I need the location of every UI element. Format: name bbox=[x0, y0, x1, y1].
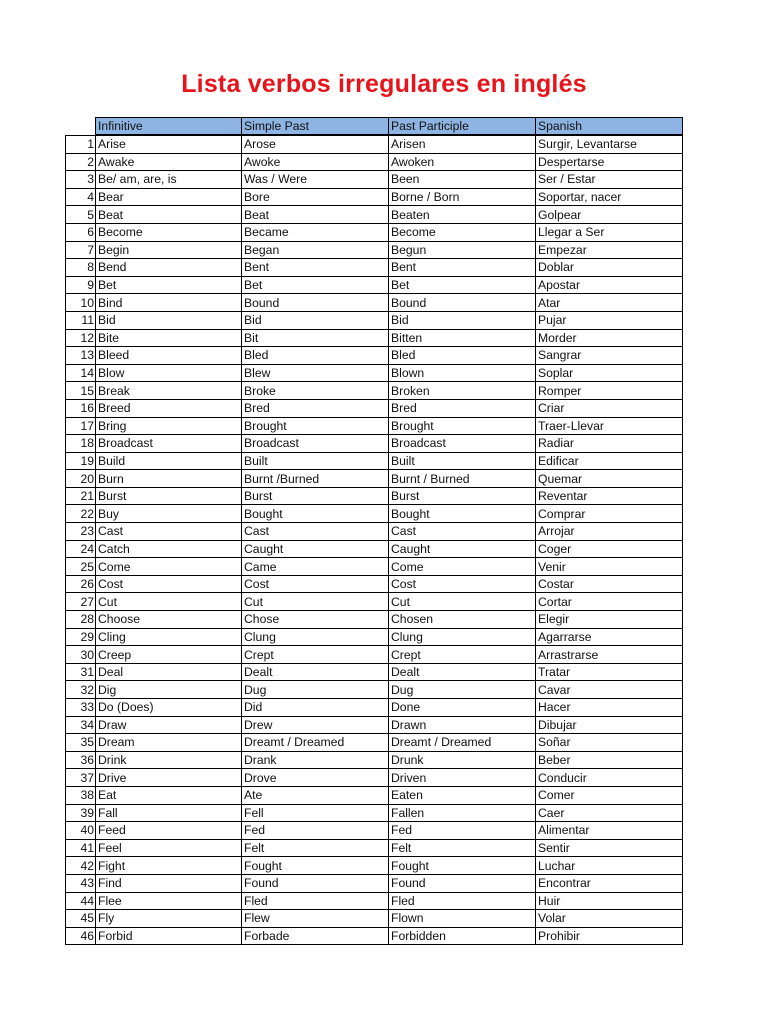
simple-past-cell: Dreamt / Dreamed bbox=[242, 734, 389, 752]
spanish-cell: Agarrarse bbox=[536, 628, 683, 646]
simple-past-cell: Ate bbox=[242, 786, 389, 804]
infinitive-cell: Cost bbox=[96, 575, 242, 593]
table-row bbox=[66, 769, 683, 787]
row-number: 37 bbox=[66, 769, 96, 787]
spanish-cell: Traer-Llevar bbox=[536, 417, 683, 435]
table-row bbox=[66, 857, 683, 875]
infinitive-cell: Bring bbox=[96, 417, 242, 435]
simple-past-cell: Fed bbox=[242, 822, 389, 840]
table-row bbox=[66, 558, 683, 576]
past-participle-cell: Drunk bbox=[389, 751, 536, 769]
table-row bbox=[66, 382, 683, 400]
table-row bbox=[66, 892, 683, 910]
infinitive-cell: Dream bbox=[96, 734, 242, 752]
spanish-cell: Volar bbox=[536, 910, 683, 928]
infinitive-cell: Forbid bbox=[96, 927, 242, 945]
past-participle-cell: Dealt bbox=[389, 663, 536, 681]
simple-past-cell: Bore bbox=[242, 188, 389, 206]
past-participle-cell: Bought bbox=[389, 505, 536, 523]
simple-past-cell: Was / Were bbox=[242, 171, 389, 189]
spanish-cell: Tratar bbox=[536, 663, 683, 681]
infinitive-cell: Come bbox=[96, 558, 242, 576]
row-number: 29 bbox=[66, 628, 96, 646]
spanish-cell: Ser / Estar bbox=[536, 171, 683, 189]
simple-past-cell: Arose bbox=[242, 135, 389, 153]
infinitive-cell: Begin bbox=[96, 241, 242, 259]
simple-past-cell: Bit bbox=[242, 329, 389, 347]
spanish-cell: Alimentar bbox=[536, 822, 683, 840]
table-row bbox=[66, 135, 683, 153]
spanish-cell: Golpear bbox=[536, 206, 683, 224]
past-participle-cell: Fed bbox=[389, 822, 536, 840]
simple-past-cell: Bought bbox=[242, 505, 389, 523]
row-number: 21 bbox=[66, 487, 96, 505]
spanish-cell: Empezar bbox=[536, 241, 683, 259]
row-number: 32 bbox=[66, 681, 96, 699]
past-participle-cell: Broadcast bbox=[389, 435, 536, 453]
table-row bbox=[66, 663, 683, 681]
simple-past-cell: Fled bbox=[242, 892, 389, 910]
row-number: 28 bbox=[66, 611, 96, 629]
row-number: 35 bbox=[66, 734, 96, 752]
header-simple-past: Simple Past bbox=[242, 118, 389, 136]
table-row bbox=[66, 734, 683, 752]
simple-past-cell: Found bbox=[242, 874, 389, 892]
table-row bbox=[66, 822, 683, 840]
verbs-table bbox=[65, 117, 683, 945]
past-participle-cell: Beaten bbox=[389, 206, 536, 224]
past-participle-cell: Driven bbox=[389, 769, 536, 787]
table-row bbox=[66, 523, 683, 541]
past-participle-cell: Flown bbox=[389, 910, 536, 928]
past-participle-cell: Become bbox=[389, 223, 536, 241]
spanish-cell: Coger bbox=[536, 540, 683, 558]
simple-past-cell: Felt bbox=[242, 839, 389, 857]
simple-past-cell: Broke bbox=[242, 382, 389, 400]
past-participle-cell: Done bbox=[389, 699, 536, 717]
past-participle-cell: Begun bbox=[389, 241, 536, 259]
table-row bbox=[66, 417, 683, 435]
simple-past-cell: Fell bbox=[242, 804, 389, 822]
spanish-cell: Arrastrarse bbox=[536, 646, 683, 664]
row-number: 17 bbox=[66, 417, 96, 435]
simple-past-cell: Did bbox=[242, 699, 389, 717]
spanish-cell: Radiar bbox=[536, 435, 683, 453]
infinitive-cell: Bet bbox=[96, 276, 242, 294]
infinitive-cell: Broadcast bbox=[96, 435, 242, 453]
spanish-cell: Venir bbox=[536, 558, 683, 576]
past-participle-cell: Forbidden bbox=[389, 927, 536, 945]
row-number: 14 bbox=[66, 364, 96, 382]
simple-past-cell: Drew bbox=[242, 716, 389, 734]
table-row bbox=[66, 171, 683, 189]
past-participle-cell: Dreamt / Dreamed bbox=[389, 734, 536, 752]
infinitive-cell: Beat bbox=[96, 206, 242, 224]
row-number: 15 bbox=[66, 382, 96, 400]
table-row bbox=[66, 646, 683, 664]
row-number: 7 bbox=[66, 241, 96, 259]
spanish-cell: Sentir bbox=[536, 839, 683, 857]
past-participle-cell: Bitten bbox=[389, 329, 536, 347]
table-row bbox=[66, 364, 683, 382]
row-number: 20 bbox=[66, 470, 96, 488]
spanish-cell: Dibujar bbox=[536, 716, 683, 734]
past-participle-cell: Clung bbox=[389, 628, 536, 646]
past-participle-cell: Bred bbox=[389, 399, 536, 417]
spanish-cell: Caer bbox=[536, 804, 683, 822]
row-number: 27 bbox=[66, 593, 96, 611]
spanish-cell: Huir bbox=[536, 892, 683, 910]
simple-past-cell: Bet bbox=[242, 276, 389, 294]
past-participle-cell: Bound bbox=[389, 294, 536, 312]
table-row bbox=[66, 751, 683, 769]
row-number: 24 bbox=[66, 540, 96, 558]
spanish-cell: Soportar, nacer bbox=[536, 188, 683, 206]
spanish-cell: Reventar bbox=[536, 487, 683, 505]
table-row bbox=[66, 839, 683, 857]
simple-past-cell: Caught bbox=[242, 540, 389, 558]
infinitive-cell: Burst bbox=[96, 487, 242, 505]
row-number: 46 bbox=[66, 927, 96, 945]
simple-past-cell: Dealt bbox=[242, 663, 389, 681]
row-number: 45 bbox=[66, 910, 96, 928]
past-participle-cell: Bet bbox=[389, 276, 536, 294]
simple-past-cell: Dug bbox=[242, 681, 389, 699]
table-row bbox=[66, 311, 683, 329]
spanish-cell: Criar bbox=[536, 399, 683, 417]
infinitive-cell: Feed bbox=[96, 822, 242, 840]
table-row bbox=[66, 487, 683, 505]
infinitive-cell: Flee bbox=[96, 892, 242, 910]
infinitive-cell: Catch bbox=[96, 540, 242, 558]
simple-past-cell: Brought bbox=[242, 417, 389, 435]
past-participle-cell: Bent bbox=[389, 259, 536, 277]
spanish-cell: Arrojar bbox=[536, 523, 683, 541]
row-number: 30 bbox=[66, 646, 96, 664]
spanish-cell: Encontrar bbox=[536, 874, 683, 892]
infinitive-cell: Bid bbox=[96, 311, 242, 329]
row-number: 11 bbox=[66, 311, 96, 329]
simple-past-cell: Fought bbox=[242, 857, 389, 875]
table-row bbox=[66, 699, 683, 717]
table-row bbox=[66, 927, 683, 945]
row-number: 12 bbox=[66, 329, 96, 347]
infinitive-cell: Breed bbox=[96, 399, 242, 417]
table-row bbox=[66, 241, 683, 259]
infinitive-cell: Cut bbox=[96, 593, 242, 611]
past-participle-cell: Chosen bbox=[389, 611, 536, 629]
table-row bbox=[66, 804, 683, 822]
past-participle-cell: Bled bbox=[389, 347, 536, 365]
spanish-cell: Conducir bbox=[536, 769, 683, 787]
table-row bbox=[66, 681, 683, 699]
table-row bbox=[66, 470, 683, 488]
spanish-cell: Despertarse bbox=[536, 153, 683, 171]
table-row bbox=[66, 206, 683, 224]
infinitive-cell: Bend bbox=[96, 259, 242, 277]
row-number: 34 bbox=[66, 716, 96, 734]
row-number: 31 bbox=[66, 663, 96, 681]
infinitive-cell: Arise bbox=[96, 135, 242, 153]
past-participle-cell: Felt bbox=[389, 839, 536, 857]
table-row bbox=[66, 716, 683, 734]
infinitive-cell: Build bbox=[96, 452, 242, 470]
infinitive-cell: Deal bbox=[96, 663, 242, 681]
simple-past-cell: Flew bbox=[242, 910, 389, 928]
infinitive-cell: Fly bbox=[96, 910, 242, 928]
past-participle-cell: Cost bbox=[389, 575, 536, 593]
simple-past-cell: Cost bbox=[242, 575, 389, 593]
spanish-cell: Beber bbox=[536, 751, 683, 769]
past-participle-cell: Bid bbox=[389, 311, 536, 329]
infinitive-cell: Become bbox=[96, 223, 242, 241]
spanish-cell: Soñar bbox=[536, 734, 683, 752]
past-participle-cell: Fallen bbox=[389, 804, 536, 822]
row-number: 1 bbox=[66, 135, 96, 153]
table-row bbox=[66, 786, 683, 804]
infinitive-cell: Drink bbox=[96, 751, 242, 769]
row-number: 42 bbox=[66, 857, 96, 875]
table-row bbox=[66, 188, 683, 206]
infinitive-cell: Creep bbox=[96, 646, 242, 664]
past-participle-cell: Found bbox=[389, 874, 536, 892]
simple-past-cell: Broadcast bbox=[242, 435, 389, 453]
past-participle-cell: Drawn bbox=[389, 716, 536, 734]
simple-past-cell: Came bbox=[242, 558, 389, 576]
table-row bbox=[66, 347, 683, 365]
table-row bbox=[66, 540, 683, 558]
spanish-cell: Comprar bbox=[536, 505, 683, 523]
past-participle-cell: Been bbox=[389, 171, 536, 189]
past-participle-cell: Cast bbox=[389, 523, 536, 541]
infinitive-cell: Find bbox=[96, 874, 242, 892]
row-number: 33 bbox=[66, 699, 96, 717]
infinitive-cell: Choose bbox=[96, 611, 242, 629]
spanish-cell: Comer bbox=[536, 786, 683, 804]
simple-past-cell: Blew bbox=[242, 364, 389, 382]
infinitive-cell: Cling bbox=[96, 628, 242, 646]
table-row bbox=[66, 874, 683, 892]
simple-past-cell: Burst bbox=[242, 487, 389, 505]
header-infinitive: Infinitive bbox=[96, 118, 242, 136]
infinitive-cell: Draw bbox=[96, 716, 242, 734]
row-number: 26 bbox=[66, 575, 96, 593]
table-row bbox=[66, 294, 683, 312]
row-number: 44 bbox=[66, 892, 96, 910]
infinitive-cell: Drive bbox=[96, 769, 242, 787]
simple-past-cell: Bled bbox=[242, 347, 389, 365]
table-row bbox=[66, 399, 683, 417]
spanish-cell: Costar bbox=[536, 575, 683, 593]
spanish-cell: Sangrar bbox=[536, 347, 683, 365]
past-participle-cell: Eaten bbox=[389, 786, 536, 804]
infinitive-cell: Dig bbox=[96, 681, 242, 699]
row-number: 8 bbox=[66, 259, 96, 277]
infinitive-cell: Bite bbox=[96, 329, 242, 347]
row-number: 2 bbox=[66, 153, 96, 171]
infinitive-cell: Bind bbox=[96, 294, 242, 312]
infinitive-cell: Break bbox=[96, 382, 242, 400]
simple-past-cell: Awoke bbox=[242, 153, 389, 171]
table-row bbox=[66, 910, 683, 928]
row-number: 36 bbox=[66, 751, 96, 769]
table-row bbox=[66, 153, 683, 171]
page-title: Lista verbos irregulares en inglés bbox=[181, 70, 587, 98]
past-participle-cell: Crept bbox=[389, 646, 536, 664]
table-row bbox=[66, 593, 683, 611]
spanish-cell: Prohibir bbox=[536, 927, 683, 945]
past-participle-cell: Borne / Born bbox=[389, 188, 536, 206]
row-number: 5 bbox=[66, 206, 96, 224]
spanish-cell: Romper bbox=[536, 382, 683, 400]
simple-past-cell: Cast bbox=[242, 523, 389, 541]
spanish-cell: Doblar bbox=[536, 259, 683, 277]
row-number: 22 bbox=[66, 505, 96, 523]
spanish-cell: Morder bbox=[536, 329, 683, 347]
spanish-cell: Edificar bbox=[536, 452, 683, 470]
row-number: 41 bbox=[66, 839, 96, 857]
table-row bbox=[66, 276, 683, 294]
spanish-cell: Atar bbox=[536, 294, 683, 312]
infinitive-cell: Feel bbox=[96, 839, 242, 857]
infinitive-cell: Eat bbox=[96, 786, 242, 804]
row-number: 43 bbox=[66, 874, 96, 892]
infinitive-cell: Be/ am, are, is bbox=[96, 171, 242, 189]
spanish-cell: Luchar bbox=[536, 857, 683, 875]
row-number: 19 bbox=[66, 452, 96, 470]
past-participle-cell: Fought bbox=[389, 857, 536, 875]
spanish-cell: Surgir, Levantarse bbox=[536, 135, 683, 153]
table-row bbox=[66, 628, 683, 646]
infinitive-cell: Blow bbox=[96, 364, 242, 382]
spanish-cell: Hacer bbox=[536, 699, 683, 717]
table-row bbox=[66, 329, 683, 347]
past-participle-cell: Dug bbox=[389, 681, 536, 699]
simple-past-cell: Began bbox=[242, 241, 389, 259]
row-number: 25 bbox=[66, 558, 96, 576]
row-number: 18 bbox=[66, 435, 96, 453]
past-participle-cell: Cut bbox=[389, 593, 536, 611]
past-participle-cell: Brought bbox=[389, 417, 536, 435]
past-participle-cell: Broken bbox=[389, 382, 536, 400]
spanish-cell: Cavar bbox=[536, 681, 683, 699]
simple-past-cell: Clung bbox=[242, 628, 389, 646]
past-participle-cell: Burnt / Burned bbox=[389, 470, 536, 488]
table-row bbox=[66, 452, 683, 470]
simple-past-cell: Drove bbox=[242, 769, 389, 787]
simple-past-cell: Crept bbox=[242, 646, 389, 664]
row-number: 16 bbox=[66, 399, 96, 417]
infinitive-cell: Bear bbox=[96, 188, 242, 206]
simple-past-cell: Bred bbox=[242, 399, 389, 417]
past-participle-cell: Burst bbox=[389, 487, 536, 505]
past-participle-cell: Fled bbox=[389, 892, 536, 910]
simple-past-cell: Became bbox=[242, 223, 389, 241]
infinitive-cell: Bleed bbox=[96, 347, 242, 365]
past-participle-cell: Arisen bbox=[389, 135, 536, 153]
simple-past-cell: Forbade bbox=[242, 927, 389, 945]
infinitive-cell: Buy bbox=[96, 505, 242, 523]
past-participle-cell: Awoken bbox=[389, 153, 536, 171]
row-number: 40 bbox=[66, 822, 96, 840]
table-row bbox=[66, 505, 683, 523]
spanish-cell: Soplar bbox=[536, 364, 683, 382]
row-number: 10 bbox=[66, 294, 96, 312]
infinitive-cell: Fight bbox=[96, 857, 242, 875]
simple-past-cell: Chose bbox=[242, 611, 389, 629]
table-header-row bbox=[66, 118, 683, 136]
row-number: 4 bbox=[66, 188, 96, 206]
header-number-cell bbox=[66, 118, 96, 136]
row-number: 13 bbox=[66, 347, 96, 365]
row-number: 6 bbox=[66, 223, 96, 241]
header-past-participle: Past Participle bbox=[389, 118, 536, 136]
simple-past-cell: Bound bbox=[242, 294, 389, 312]
simple-past-cell: Bid bbox=[242, 311, 389, 329]
spanish-cell: Apostar bbox=[536, 276, 683, 294]
past-participle-cell: Blown bbox=[389, 364, 536, 382]
simple-past-cell: Bent bbox=[242, 259, 389, 277]
table-row bbox=[66, 223, 683, 241]
infinitive-cell: Awake bbox=[96, 153, 242, 171]
infinitive-cell: Fall bbox=[96, 804, 242, 822]
past-participle-cell: Caught bbox=[389, 540, 536, 558]
row-number: 3 bbox=[66, 171, 96, 189]
spanish-cell: Quemar bbox=[536, 470, 683, 488]
row-number: 39 bbox=[66, 804, 96, 822]
simple-past-cell: Drank bbox=[242, 751, 389, 769]
simple-past-cell: Burnt /Burned bbox=[242, 470, 389, 488]
spanish-cell: Llegar a Ser bbox=[536, 223, 683, 241]
simple-past-cell: Beat bbox=[242, 206, 389, 224]
header-spanish: Spanish bbox=[536, 118, 683, 136]
table-row bbox=[66, 575, 683, 593]
simple-past-cell: Cut bbox=[242, 593, 389, 611]
table-row bbox=[66, 259, 683, 277]
row-number: 23 bbox=[66, 523, 96, 541]
infinitive-cell: Cast bbox=[96, 523, 242, 541]
table-row bbox=[66, 435, 683, 453]
table-row bbox=[66, 611, 683, 629]
spanish-cell: Elegir bbox=[536, 611, 683, 629]
infinitive-cell: Burn bbox=[96, 470, 242, 488]
spanish-cell: Pujar bbox=[536, 311, 683, 329]
infinitive-cell: Do (Does) bbox=[96, 699, 242, 717]
spanish-cell: Cortar bbox=[536, 593, 683, 611]
past-participle-cell: Come bbox=[389, 558, 536, 576]
simple-past-cell: Built bbox=[242, 452, 389, 470]
row-number: 9 bbox=[66, 276, 96, 294]
past-participle-cell: Built bbox=[389, 452, 536, 470]
row-number: 38 bbox=[66, 786, 96, 804]
